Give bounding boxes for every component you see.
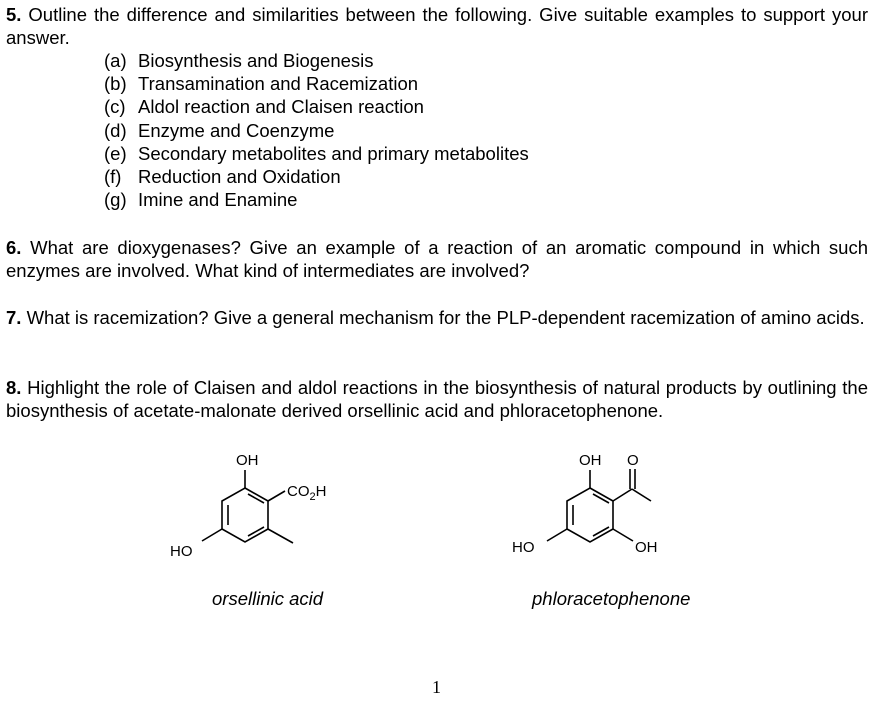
list-item: (d) Enzyme and Coenzyme	[104, 119, 335, 141]
question-text: What is racemization? Give a general mechanism for the PLP-dependent racemization of amino acids.	[26, 307, 865, 328]
list-item: (f) Reduction and Oxidation	[104, 166, 341, 188]
oh-label: OH	[236, 452, 259, 469]
question-8	[6, 376, 868, 422]
oh-right-label: OH	[635, 539, 658, 556]
question-number: 8.	[6, 377, 22, 398]
question-text: What are dioxygenases? Give an example of a reaction of an aromatic compound in which such enzymes are involved. What kind of intermediates are involved?	[6, 237, 869, 281]
ketone-o-label: O	[627, 452, 639, 469]
phloracetophenone-caption: phloracetophenone	[532, 588, 691, 609]
question-number: 7.	[6, 307, 22, 328]
list-item: (e) Secondary metabolites and primary metabolites	[104, 142, 529, 164]
question-5-items	[104, 49, 529, 211]
list-item: (c) Aldol reaction and Claisen reaction	[104, 96, 424, 118]
ho-label: HO	[512, 539, 535, 556]
list-item: (b) Transamination and Racemization	[104, 73, 419, 95]
question-number: 6.	[6, 237, 22, 258]
question-5	[6, 3, 868, 49]
orsellinic-acid-caption: orsellinic acid	[212, 588, 324, 609]
phloracetophenone-structure	[495, 445, 695, 565]
question-number: 5.	[6, 4, 22, 25]
oh-label: OH	[579, 452, 602, 469]
orsellinic-acid-structure	[160, 445, 360, 565]
co2h-label: $CO_2H$	[287, 483, 327, 503]
list-item: (a) Biosynthesis and Biogenesis	[104, 50, 374, 71]
question-6	[6, 236, 868, 282]
question-7	[6, 306, 868, 329]
ho-label: HO	[170, 543, 193, 560]
page-number: 1	[432, 677, 441, 697]
question-text: Highlight the role of Claisen and aldol reactions in the biosynthesis of natural products by outlining the biosynthesis of acetate-malonate derived orsellinic acid and phloracetophenone.	[6, 377, 868, 421]
question-text: Outline the difference and similarities between the following. Give suitable examples to support your answer.	[6, 4, 868, 48]
list-item: (g) Imine and Enamine	[104, 189, 298, 211]
